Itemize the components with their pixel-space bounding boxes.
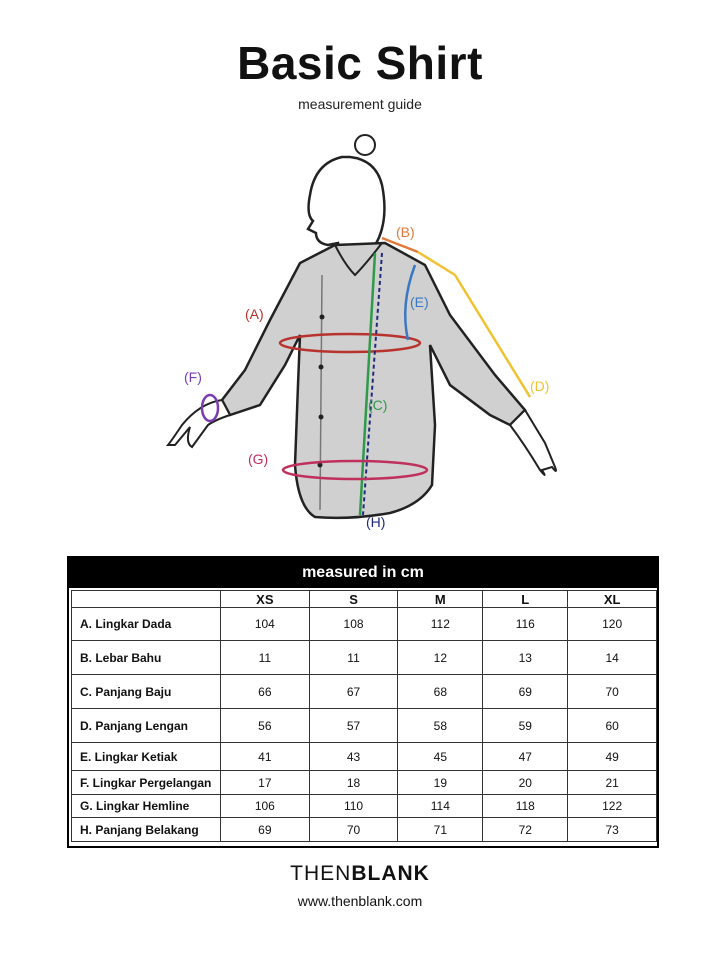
cell: 14	[568, 641, 657, 675]
cell: 110	[309, 795, 398, 818]
cell: 118	[483, 795, 568, 818]
button	[319, 365, 324, 370]
table-row	[72, 743, 657, 771]
cell: 122	[568, 795, 657, 818]
table-row	[72, 608, 657, 641]
size-chart	[71, 590, 657, 842]
row-label: H. Panjang Belakang	[72, 818, 221, 842]
cell: 70	[309, 818, 398, 842]
label-a: (A)	[245, 306, 264, 322]
row-label: A. Lingkar Dada	[72, 608, 221, 641]
cell: 59	[483, 709, 568, 743]
hair-bun	[355, 135, 375, 155]
table-header: measured in cm	[69, 558, 657, 588]
button	[320, 315, 325, 320]
label-h: (H)	[366, 514, 386, 530]
cell: 49	[568, 743, 657, 771]
size-table	[67, 556, 659, 848]
cell: 13	[483, 641, 568, 675]
cell: 73	[568, 818, 657, 842]
cell: 120	[568, 608, 657, 641]
cell: 71	[398, 818, 483, 842]
size-col: L	[483, 591, 568, 608]
table-row	[72, 709, 657, 743]
table-row	[72, 818, 657, 842]
row-label: F. Lingkar Pergelangan	[72, 771, 221, 795]
table-row	[72, 641, 657, 675]
brand-part-2: BLANK	[351, 862, 430, 885]
cell: 104	[221, 608, 310, 641]
shirt-drawing	[150, 125, 580, 535]
table-row	[72, 771, 657, 795]
cell: 72	[483, 818, 568, 842]
row-label: E. Lingkar Ketiak	[72, 743, 221, 771]
cell: 21	[568, 771, 657, 795]
size-col: S	[309, 591, 398, 608]
cell: 20	[483, 771, 568, 795]
cell: 114	[398, 795, 483, 818]
cell: 70	[568, 675, 657, 709]
table-row	[72, 675, 657, 709]
size-col: XS	[221, 591, 310, 608]
right-hand	[510, 410, 556, 475]
cell: 112	[398, 608, 483, 641]
cell: 18	[309, 771, 398, 795]
cell: 45	[398, 743, 483, 771]
cell: 108	[309, 608, 398, 641]
brand-logo	[0, 862, 720, 886]
row-label: B. Lebar Bahu	[72, 641, 221, 675]
cell: 19	[398, 771, 483, 795]
left-hand	[168, 400, 230, 447]
row-label: G. Lingkar Hemline	[72, 795, 221, 818]
cell: 17	[221, 771, 310, 795]
shirt-illustration	[150, 125, 580, 535]
size-col: M	[398, 591, 483, 608]
row-label: C. Panjang Baju	[72, 675, 221, 709]
label-b: (B)	[396, 224, 415, 240]
cell: 68	[398, 675, 483, 709]
cell: 66	[221, 675, 310, 709]
website-url[interactable]: www.thenblank.com	[297, 893, 423, 909]
button	[319, 415, 324, 420]
cell: 69	[221, 818, 310, 842]
brand-part-1: THEN	[290, 862, 352, 885]
cell: 43	[309, 743, 398, 771]
page-title: Basic Shirt	[237, 37, 483, 89]
cell: 116	[483, 608, 568, 641]
cell: 58	[398, 709, 483, 743]
cell: 57	[309, 709, 398, 743]
cell: 60	[568, 709, 657, 743]
label-d: (D)	[530, 378, 550, 394]
cell: 67	[309, 675, 398, 709]
cell: 69	[483, 675, 568, 709]
label-e: (E)	[410, 294, 429, 310]
cell: 47	[483, 743, 568, 771]
page-subtitle: measurement guide	[298, 96, 422, 112]
label-g: (G)	[248, 451, 269, 467]
label-f: (F)	[184, 369, 202, 385]
cell: 11	[221, 641, 310, 675]
size-col: XL	[568, 591, 657, 608]
cell: 56	[221, 709, 310, 743]
cell: 106	[221, 795, 310, 818]
table-row	[72, 795, 657, 818]
cell: 41	[221, 743, 310, 771]
cell: 11	[309, 641, 398, 675]
size-header-row	[72, 591, 657, 608]
row-label: D. Panjang Lengan	[72, 709, 221, 743]
corner-cell	[72, 591, 221, 608]
cell: 12	[398, 641, 483, 675]
label-c: (C)	[368, 397, 388, 413]
